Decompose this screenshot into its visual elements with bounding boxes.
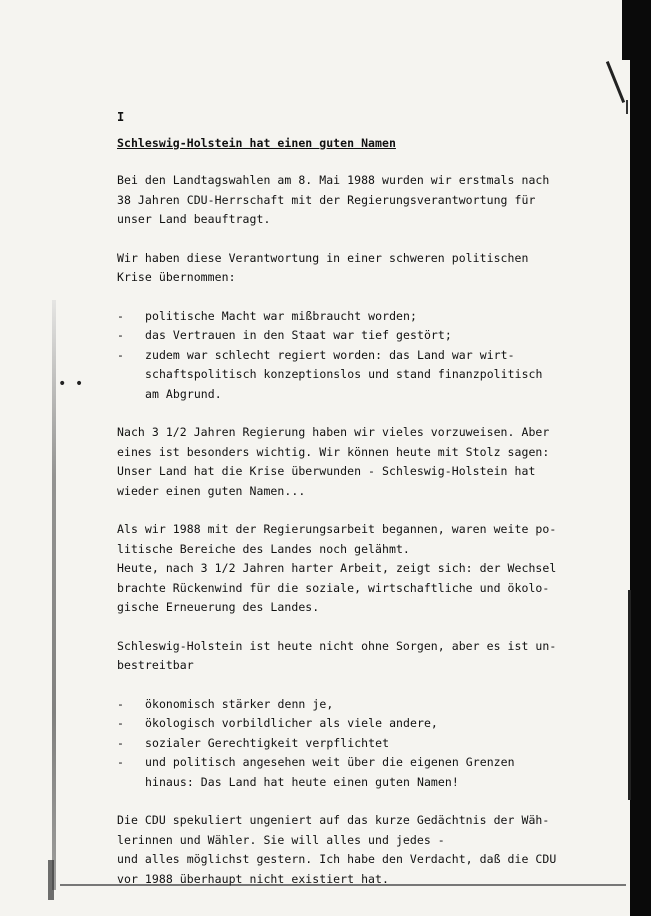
text-line: brachte Rückenwind für die soziale, wirtschaftliche und ökolo- <box>117 580 550 595</box>
text-line: vor 1988 überhaupt nicht existiert hat. <box>117 871 389 886</box>
text-line: Bei den Landtagswahlen am 8. Mai 1988 wurden wir erstmals nach <box>117 173 550 187</box>
text-line: eines ist besonders wichtig. Wir können heute mit Stolz sagen: <box>117 444 550 459</box>
bullet-dash: - <box>117 347 124 362</box>
list-item <box>117 753 577 792</box>
paragraph-2 <box>117 249 577 288</box>
text-line: litische Bereiche des Landes noch gelähmt. <box>117 541 410 556</box>
text-line: Die CDU spekuliert ungeniert auf das kurze Gedächtnis der Wäh- <box>117 813 550 827</box>
text-line: Schleswig-Holstein ist heute nicht ohne Sorgen, aber es ist un- <box>117 638 557 653</box>
margin-mark <box>626 100 628 114</box>
paragraph-6 <box>117 811 577 889</box>
margin-sidebar-line <box>628 590 631 800</box>
text-line: 38 Jahren CDU-Herrschaft mit der Regierungsverantwortung für <box>117 192 536 207</box>
binding-edge <box>52 300 56 890</box>
scan-smudge: • • <box>58 376 84 392</box>
paragraph-4 <box>117 520 577 618</box>
margin-mark <box>606 61 625 103</box>
section-heading: Schleswig-Holstein hat einen guten Namen <box>117 135 396 150</box>
binding-edge <box>48 860 54 900</box>
bullet-dash: - <box>117 716 124 730</box>
text-line: und politisch angesehen weit über die eigenen Grenzen <box>145 755 515 769</box>
bullet-dash: - <box>117 696 124 711</box>
text-line: Nach 3 1/2 Jahren Regierung haben wir vieles vorzuweisen. Aber <box>117 425 550 439</box>
text-line: am Abgrund. <box>145 386 222 401</box>
bullet-dash: - <box>117 755 124 769</box>
text-line: zudem war schlecht regiert worden: das Land war wirt- <box>145 347 515 362</box>
list-item <box>117 326 577 346</box>
document-body <box>117 108 577 908</box>
text-line: unser Land beauftragt. <box>117 212 271 226</box>
text-line: gische Erneuerung des Landes. <box>117 600 320 614</box>
list-item <box>117 307 577 327</box>
list-item <box>117 734 577 754</box>
text-line: schaftspolitisch konzeptionslos und stand finanzpolitisch <box>145 367 543 381</box>
paragraph-3 <box>117 423 577 501</box>
text-line: das Vertrauen in den Staat war tief gestört; <box>145 328 452 342</box>
text-line: Als wir 1988 mit der Regierungsarbeit begannen, waren weite po- <box>117 522 557 536</box>
list-item <box>117 714 577 734</box>
scan-edge-shadow <box>630 0 651 916</box>
paragraph-5 <box>117 637 577 676</box>
text-line: ökonomisch stärker denn je, <box>145 696 334 711</box>
text-line: Wir haben diese Verantwortung in einer schweren politischen <box>117 250 529 265</box>
list-item <box>117 346 577 405</box>
text-line: hinaus: Das Land hat heute einen guten Namen! <box>145 774 459 789</box>
crisis-list <box>117 307 577 405</box>
text-line: Unser Land hat die Krise überwunden - Schleswig-Holstein hat <box>117 464 536 478</box>
text-line: ökologisch vorbildlicher als viele andere, <box>145 716 438 730</box>
section-number: I <box>117 110 125 124</box>
strengths-list <box>117 695 577 793</box>
text-line: und alles möglichst gestern. Ich habe den Verdacht, daß die CDU <box>117 852 557 866</box>
bullet-dash: - <box>117 328 124 342</box>
text-line: politische Macht war mißbraucht worden; <box>145 308 417 323</box>
text-line: wieder einen guten Namen... <box>117 483 306 498</box>
list-item <box>117 695 577 715</box>
text-line: sozialer Gerechtigkeit verpflichtet <box>145 735 390 750</box>
text-line: lerinnen und Wähler. Sie will alles und jedes - <box>117 832 445 847</box>
text-line: Heute, nach 3 1/2 Jahren harter Arbeit, zeigt sich: der Wechsel <box>117 561 557 575</box>
bullet-dash: - <box>117 308 124 323</box>
text-line: bestreitbar <box>117 658 194 672</box>
paragraph-1 <box>117 171 577 230</box>
bullet-dash: - <box>117 735 124 750</box>
text-line: Krise übernommen: <box>117 270 236 284</box>
